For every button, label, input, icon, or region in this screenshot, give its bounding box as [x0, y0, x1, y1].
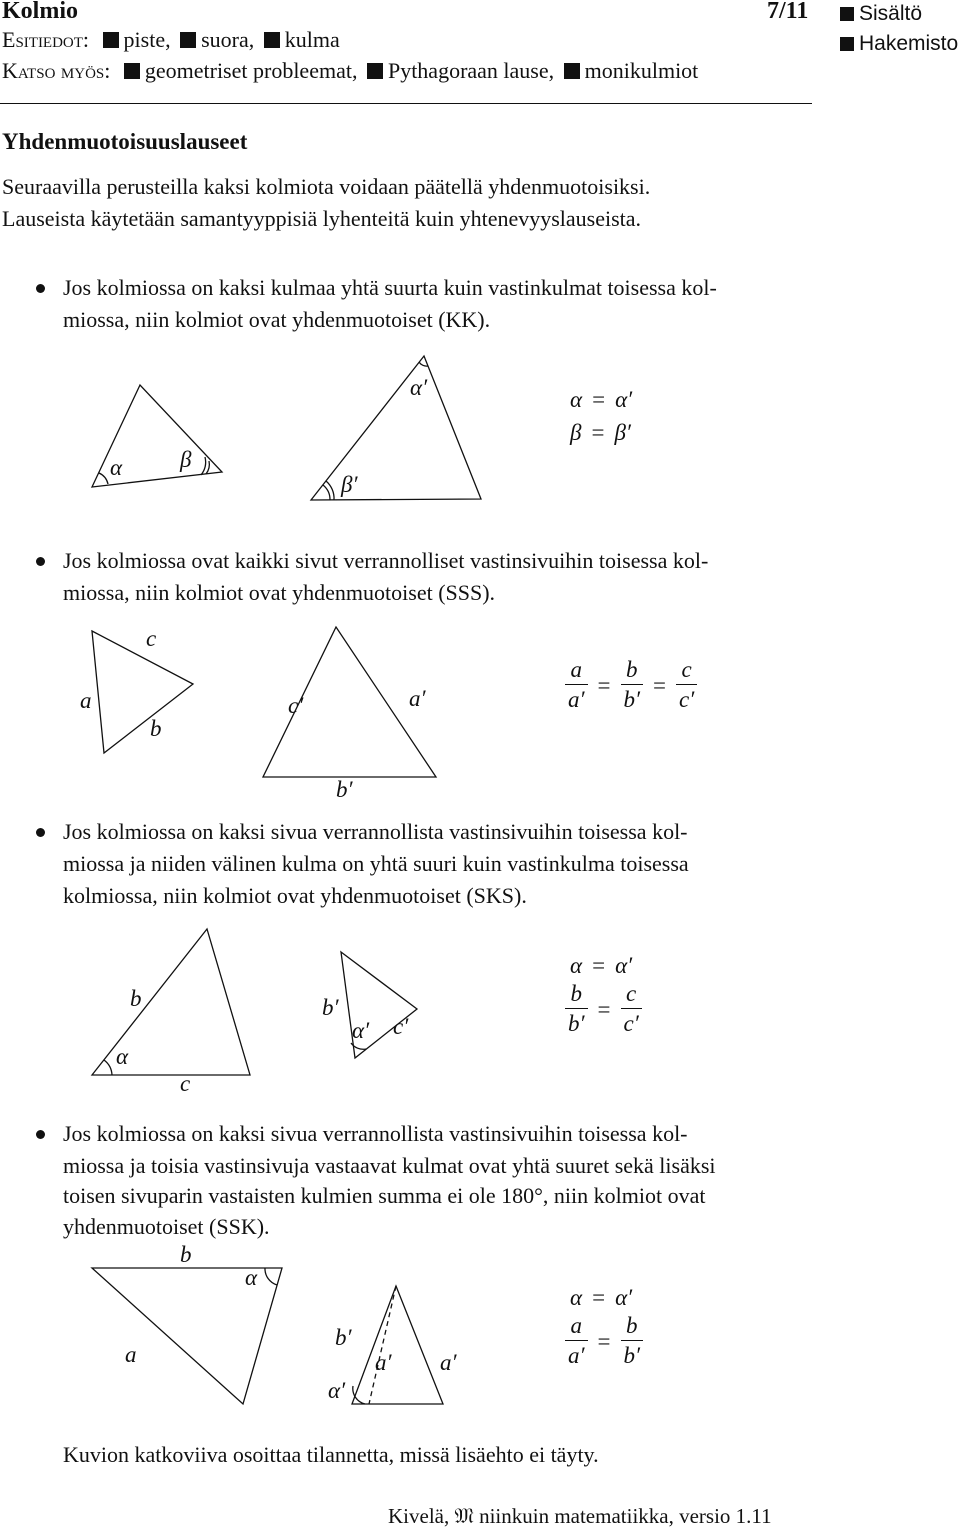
ssk-label-a: a: [125, 1342, 137, 1367]
rule-sss-line-2: miossa, niin kolmiot ovat yhdenmuotoiset (SSS).: [63, 580, 496, 605]
sks-label-c-prime: c′: [393, 1014, 409, 1039]
kk-triangles: [0, 340, 960, 510]
ssk-equation-1: α = α′: [570, 1285, 633, 1310]
ssk-label-b-prime: b′: [335, 1325, 352, 1350]
ssk-label-b: b: [180, 1242, 192, 1267]
sss-label-a: a: [80, 688, 92, 713]
sks-frac-b: $\frac{b}{b'}$: [565, 980, 588, 1039]
see-also-label: Katso myös:: [2, 58, 111, 83]
kk-label-alpha-prime: α′: [410, 375, 428, 400]
sss-frac-a: $\frac{a}{a'}$: [565, 656, 588, 715]
prereq-link-line[interactable]: suora,: [180, 27, 254, 52]
ssk-triangle-2: [352, 1286, 443, 1404]
sks-label-alpha-prime: α′: [352, 1018, 370, 1043]
kk-triangle-2: [311, 356, 481, 500]
square-icon: [564, 63, 580, 79]
kk-equation-1: α = α′: [570, 387, 633, 412]
rule-kk-line-2: miossa, niin kolmiot ovat yhdenmuotoiset (KK).: [63, 307, 491, 332]
ssk-frac-a: $\frac{a}{a'}$: [565, 1312, 588, 1371]
see-also: [2, 58, 698, 84]
bullet-icon: [36, 828, 45, 837]
kk-label-alpha: α: [110, 455, 123, 480]
square-icon: [264, 32, 280, 48]
rule-ssk-line-4: yhdenmuotoiset (SSK).: [63, 1214, 270, 1239]
rule-sks-line-3: kolmiossa, niin kolmiot ovat yhdenmuotoiset (SKS).: [63, 883, 527, 908]
ssk-label-a-prime: a′: [440, 1350, 457, 1375]
square-icon: [103, 32, 119, 48]
dashed-line-note: Kuvion katkoviiva osoittaa tilannetta, missä lisäehto ei täyty.: [63, 1442, 599, 1467]
sks-label-c: c: [180, 1071, 191, 1096]
square-icon: [124, 63, 140, 79]
sss-label-a-prime: a′: [409, 686, 426, 711]
kk-label-beta: β: [180, 447, 192, 472]
page-title: Kolmio: [2, 0, 78, 24]
prerequisites: [2, 27, 340, 53]
sks-label-b-prime: b′: [322, 995, 339, 1020]
kk-label-beta-prime: β′: [341, 472, 358, 497]
index-link[interactable]: Hakemisto: [840, 32, 958, 56]
sss-label-b-prime: b′: [336, 777, 353, 802]
ssk-label-a-prime-dashed: a′: [375, 1350, 392, 1375]
toc-link[interactable]: Sisältö: [840, 2, 922, 26]
rule-sss-line-1: Jos kolmiossa ovat kaikki sivut verrannolliset vastinsivuihin toisessa kol-: [63, 548, 709, 573]
sks-label-alpha: α: [116, 1044, 129, 1069]
sss-proportion: $\frac{a}{a'}$ = $\frac{b}{b'}$ = $\frac{c}{c'}$: [565, 656, 697, 715]
square-icon: [367, 63, 383, 79]
bullet-icon: [36, 1130, 45, 1139]
prereq-link-point[interactable]: piste,: [103, 27, 171, 52]
square-icon: [840, 37, 854, 51]
sss-label-c: c: [146, 626, 157, 651]
prereq-link-angle[interactable]: kulma: [264, 27, 340, 52]
section-title: Yhdenmuotoisuuslauseet: [2, 129, 248, 154]
see-also-link-pythagoras[interactable]: Pythagoraan lause,: [367, 58, 554, 83]
intro-line-1: Seuraavilla perusteilla kaksi kolmiota voidaan päätellä yhdenmuotoisiksi.: [2, 174, 651, 199]
rule-sks-line-2: miossa ja niiden välinen kulma on yhtä suuri kuin vastinkulma toisessa: [63, 851, 689, 876]
rule-sks-line-1: Jos kolmiossa on kaksi sivua verrannollista vastinsivuihin toisessa kol-: [63, 819, 688, 844]
square-icon: [840, 7, 854, 21]
sss-triangles: [0, 615, 960, 810]
sss-triangle-1: [92, 631, 193, 753]
footer: Kivelä, 𝔐 niinkuin matematiikka, versio 1.11: [388, 1504, 772, 1528]
rule-ssk-line-2: miossa ja toisia vastinsivuja vastaavat kulmat ovat yhtä suuret sekä lisäksi: [63, 1153, 716, 1178]
sks-label-b: b: [130, 986, 142, 1011]
sss-label-c-prime: c′: [288, 693, 304, 718]
ssk-label-alpha: α: [245, 1265, 258, 1290]
sss-frac-c: $\frac{c}{c'}$: [676, 656, 697, 715]
sks-frac-c: $\frac{c}{c'}$: [621, 980, 642, 1039]
rule-kk-line-1: Jos kolmiossa on kaksi kulmaa yhtä suurta kuin vastinkulmat toisessa kol-: [63, 275, 717, 300]
ssk-label-alpha-prime: α′: [328, 1378, 346, 1403]
sks-proportion: $\frac{b}{b'}$ = $\frac{c}{c'}$: [565, 980, 642, 1039]
sss-label-b: b: [150, 716, 162, 741]
page-number: 7/11: [767, 0, 809, 24]
bullet-icon: [36, 557, 45, 566]
rule-ssk-line-3: toisen sivuparin vastaisten kulmien summa ei ole 180°, niin kolmiot ovat: [63, 1183, 706, 1208]
rule-ssk-line-1: Jos kolmiossa on kaksi sivua verrannollista vastinsivuihin toisessa kol-: [63, 1121, 688, 1146]
see-also-link-geometric-problems[interactable]: geometriset probleemat,: [124, 58, 358, 83]
m-logo: 𝔐: [454, 1504, 474, 1528]
square-icon: [180, 32, 196, 48]
angle-180: 180°: [501, 1183, 543, 1208]
see-also-link-polygons[interactable]: monikulmiot: [564, 58, 699, 83]
sks-equation-1: α = α′: [570, 953, 633, 978]
ssk-proportion: $\frac{a}{a'}$ = $\frac{b}{b'}$: [565, 1312, 643, 1371]
sss-frac-b: $\frac{b}{b'}$: [621, 656, 644, 715]
prerequisites-label: Esitiedot:: [2, 27, 90, 52]
header-divider: [0, 103, 812, 104]
ssk-frac-b: $\frac{b}{b'}$: [621, 1312, 644, 1371]
kk-equation-2: β = β′: [570, 420, 631, 445]
sks-triangles: [0, 920, 960, 1100]
intro-line-2: Lauseista käytetään samantyyppisiä lyhenteitä kuin yhtenevyyslauseista.: [2, 206, 642, 231]
ssk-triangles: [0, 1235, 960, 1415]
bullet-icon: [36, 284, 45, 293]
